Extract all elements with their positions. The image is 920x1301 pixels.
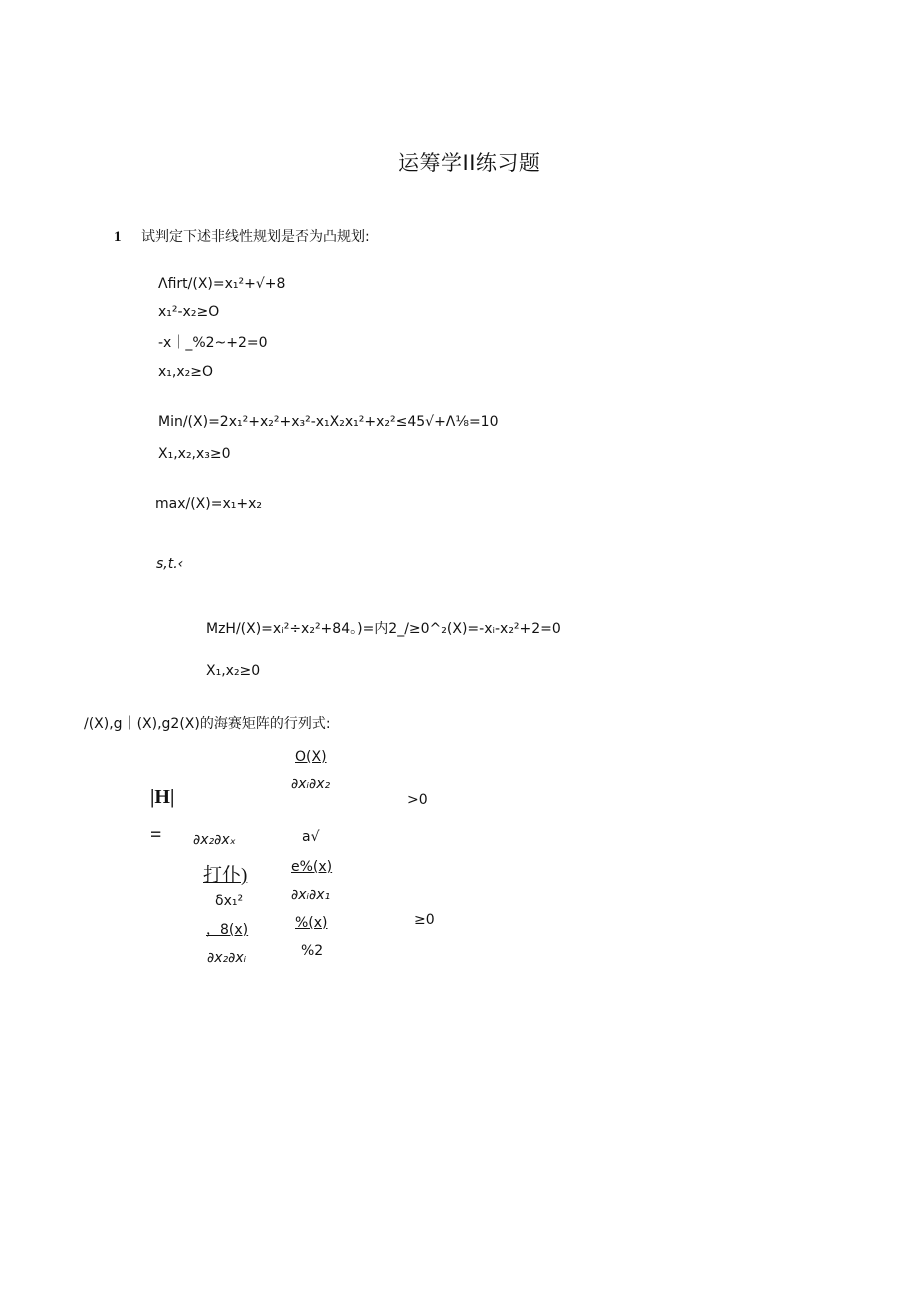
problem-c-subject-to: s,t.‹ [156, 556, 184, 572]
hessian-r2c2: a√ [302, 829, 320, 845]
problem-a-constraint-2: -x｜_%2~+2=0 [158, 335, 268, 351]
problem-d-objective: MzH/(X)=xᵢ²÷x₂²+84。)=内2_/≥0^₂(X)=-xᵢ-x₂²+2=0 [206, 621, 561, 637]
problem-a-objective: Λfirt/(X)=x₁²+√+8 [158, 276, 286, 292]
hessian-r1c2-numerator: O(X) [295, 749, 327, 765]
problem-b-objective: Min/(X)=2x₁²+x₂²+x₃²-x₁X₂x₁²+x₂²≤45√+Λ⅛=10 [158, 414, 499, 430]
problem-a-constraint-1: x₁²-x₂≥O [158, 304, 220, 320]
problem-c-objective: max/(X)=x₁+x₂ [155, 496, 262, 512]
hessian-r2c1: ∂x₂∂xₓ [193, 832, 236, 848]
hessian-intro: /(X),g｜(X),g2(X)的海赛矩阵的行列式: [84, 716, 331, 732]
determinant-positive: >0 [407, 792, 428, 808]
hessian-r1c2-denominator: ∂xᵢ∂x₂ [291, 776, 331, 792]
question-prompt: 试判定下述非线性规划是否为凸规划: [141, 229, 370, 245]
equals-sign: = [150, 824, 162, 846]
hessian-r4c1-denominator: ∂x₂∂xᵢ [207, 950, 247, 966]
page-title: 运筹学II练习题 [398, 151, 541, 175]
problem-d-nonnegativity: X₁,x₂≥0 [206, 663, 261, 679]
problem-b-nonnegativity: X₁,x₂,x₃≥0 [158, 446, 231, 462]
determinant-symbol: |H| [150, 786, 175, 808]
hessian-r3c1-numerator: 打仆) [203, 865, 248, 886]
hessian-r3c2-denominator: ∂xᵢ∂x₁ [291, 887, 331, 903]
question-number: 1 [114, 229, 122, 245]
hessian-r4c2-numerator: %(x) [295, 915, 328, 931]
hessian-r3c2-numerator: e%(x) [291, 859, 333, 875]
hessian-r4c1-numerator: ，8(x) [206, 922, 249, 938]
determinant-nonnegative: ≥0 [414, 912, 435, 928]
hessian-r4c2-denominator: %2 [301, 943, 324, 959]
problem-a-nonnegativity: x₁,x₂≥O [158, 364, 213, 380]
hessian-r3c1-denominator: δx₁² [215, 893, 244, 909]
